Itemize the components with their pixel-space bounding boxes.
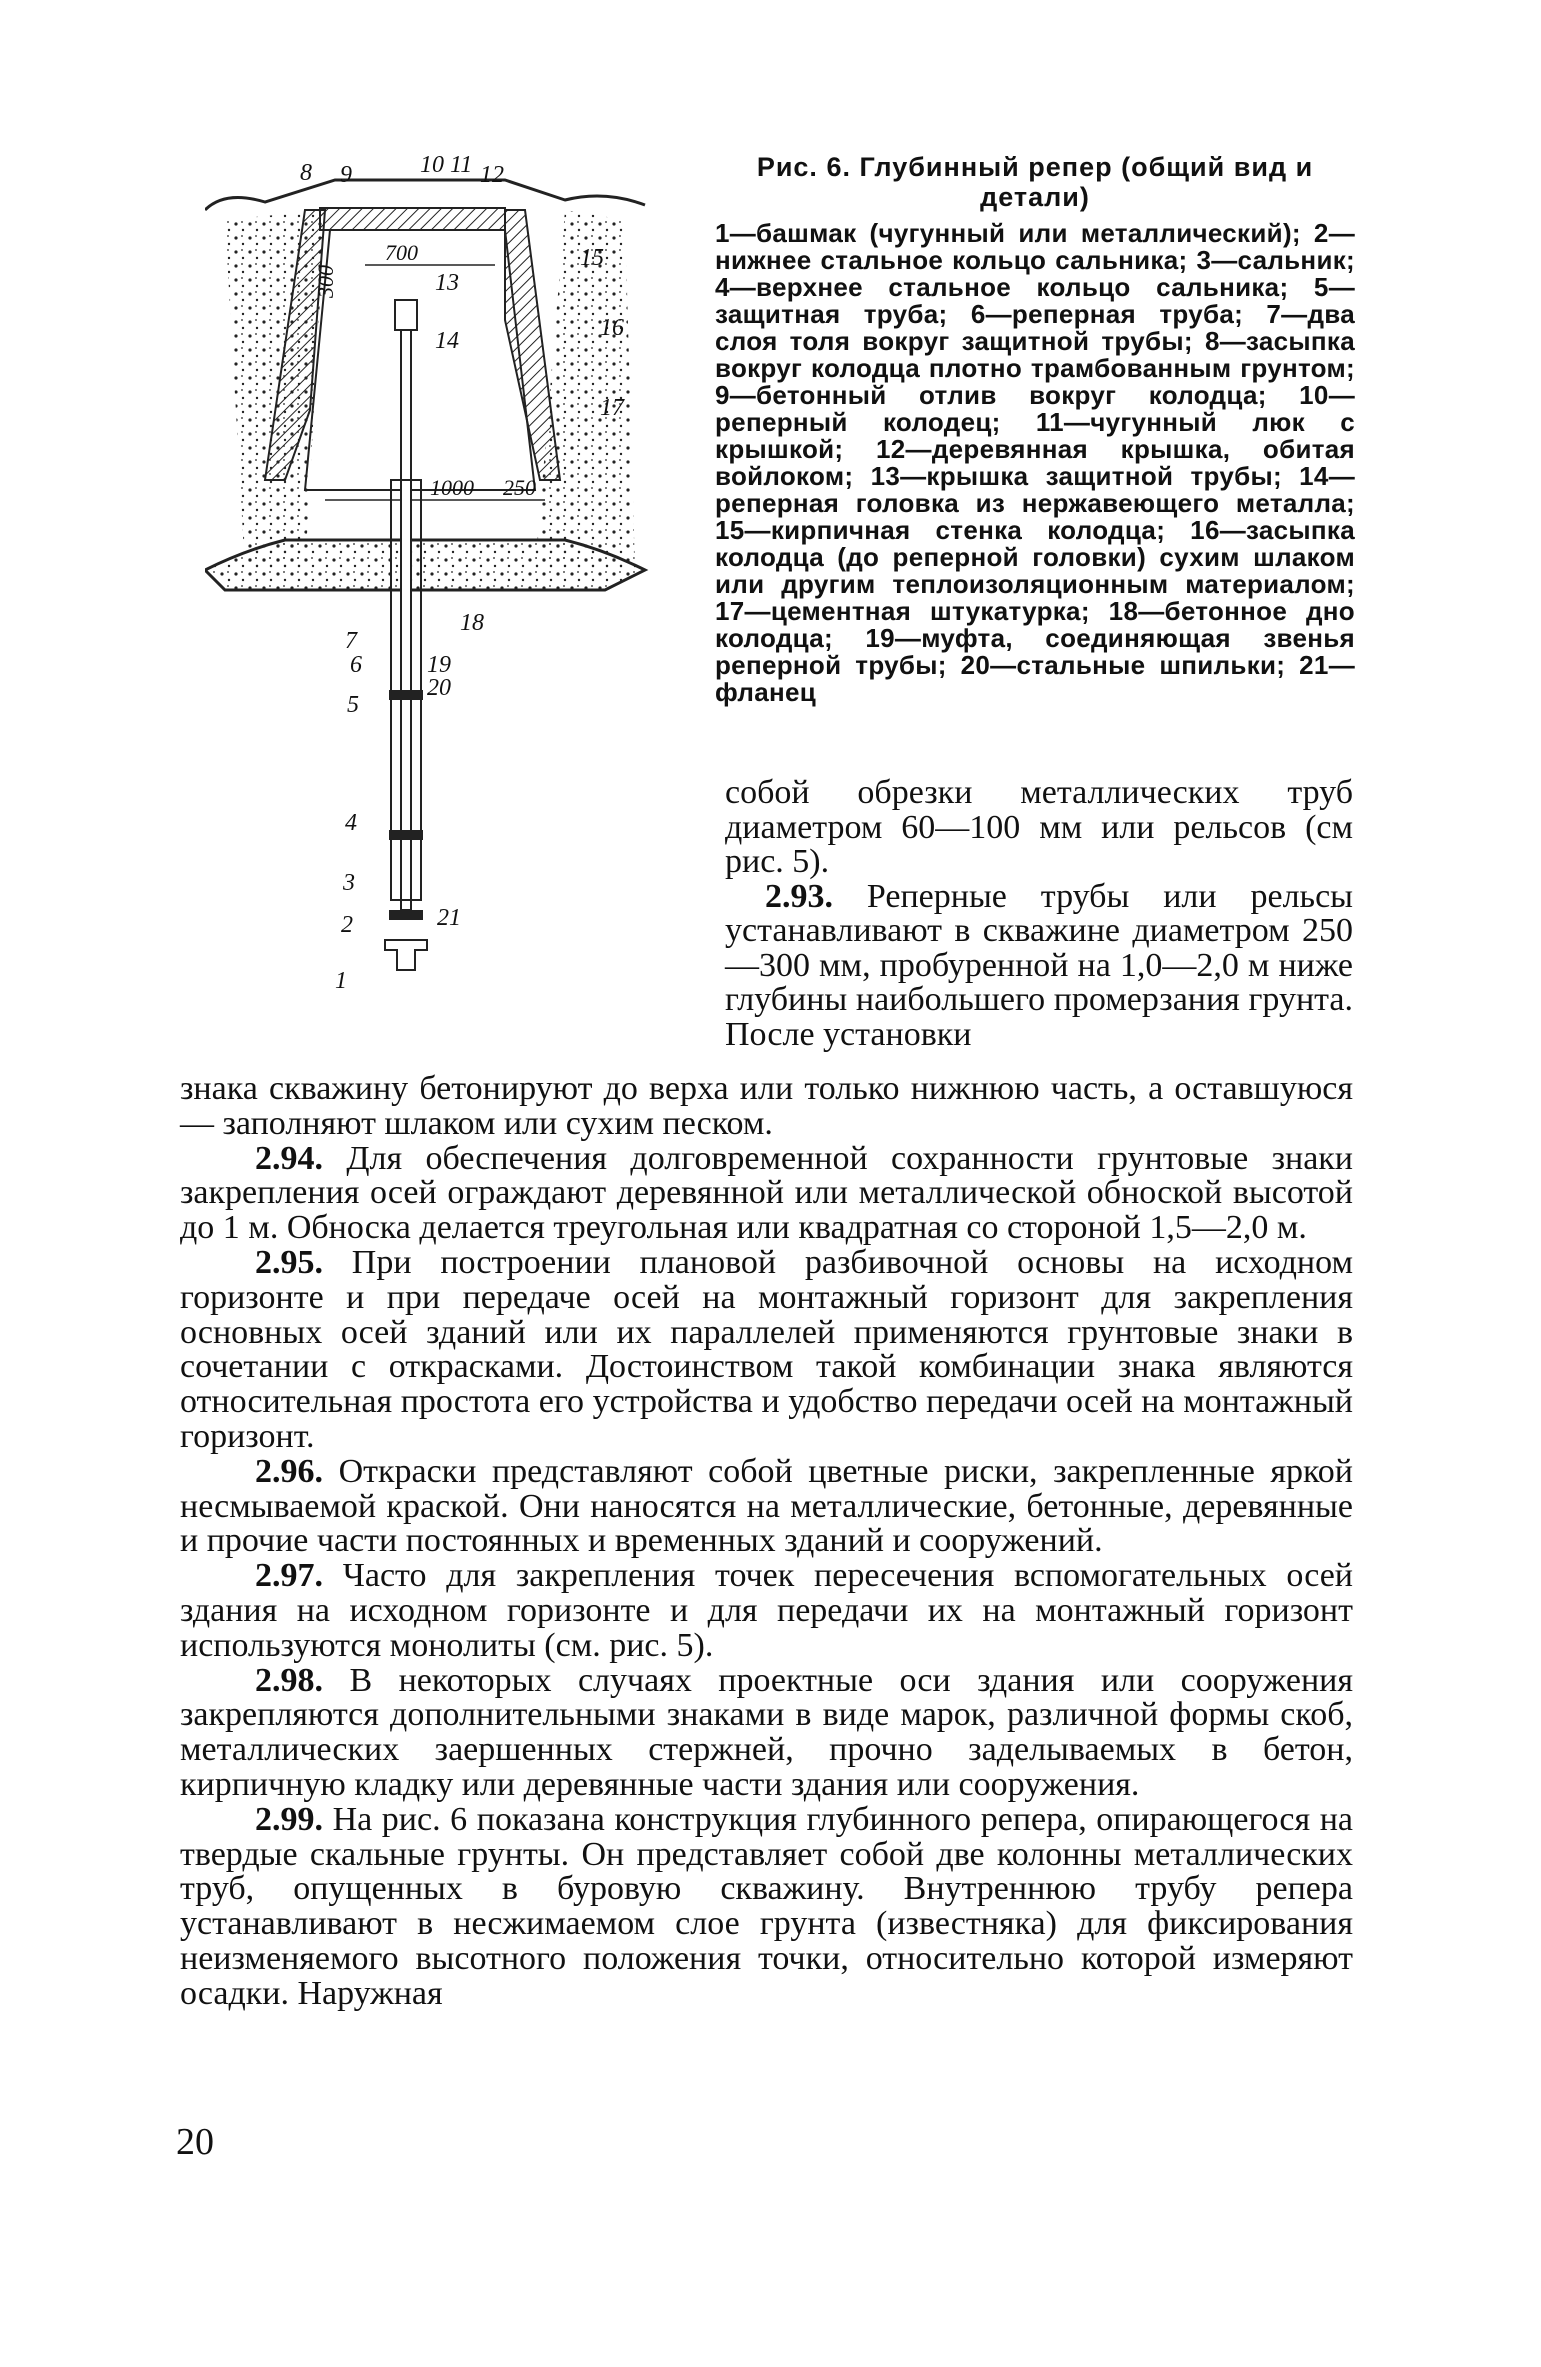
benchmark-foot [385,940,427,970]
callout-12: 12 [480,162,504,188]
paragraph-continuation: собой обрезки металлических труб диаметром 60—100 мм или рельсов (см рис. 5). [725,774,1353,880]
callout-13: 13 [435,270,459,296]
callout-9: 9 [340,162,352,188]
body-text [180,1072,1353,2012]
benchmark-figure [205,150,665,1030]
paragraph-2-99: 2.99. На рис. 6 показана конструкция глубинного репера, опирающегося на твердые скальные грунты. Он представляет собой две колонны металлических труб, опущенных в буровую скважину. Внутреннюю трубу репера устанавливают в несжимаемом слое грунта (известняка) для фиксирования неизменяемого высотного положения точки, относительно которой измеряют осадки. Наружная [180,1800,1353,2012]
callout-19: 19 [427,652,451,678]
figure-legend: 1—башмак (чугунный или металлический); 2—нижнее стальное кольцо сальника; 3—сальник; 4—верхнее стальное кольцо сальника; 5—защитная труба; 6—реперная труба; 7—два слоя толя вокруг защитной трубы; 8—засыпка вокруг колодца плотно трамбованным грунтом; 9—бетонный отлив вокруг колодца; 10—реперный колодец; 11—чугунный люк с крышкой; 12—деревянная крышка, обитая войлоком; 13—крышка защитной трубы; 14—реперная головка из нержавеющего металла; 15—кирпичная стенка колодца; 16—засыпка колодца (до реперной головки) сухим шлаком или другим теплоизоляционным материалом; 17—цементная штукатурка; 18—бетонное дно колодца; 19—муфта, соединяющая звенья реперной трубы; 20—стальные шпильки; 21—фланец [715,218,1355,707]
well-wall-right [505,210,560,480]
callout-16: 16 [600,315,624,341]
paragraph-2-93-cont: знака скважину бетонируют до верха или только нижнюю часть, а оставшуюся — заполняют шлаком или сухим песком. [180,1070,1353,1142]
callout-20: 20 [427,675,451,701]
callout-21: 21 [437,905,461,931]
callout-2: 2 [341,912,353,938]
paragraph-2-95: 2.95. При построении плановой разбивочной основы на исходном горизонте и при передаче осей на монтажный горизонт для закрепления основных осей зданий или их параллелей применяются грунтовые знаки в сочетании с открасками. Достоинством такой комбинации знака являются относительная простота его устройства и удобство передачи осей на монтажный горизонт. [180,1243,1353,1455]
paragraph-2-96: 2.96. Открaски представляют собой цветные риски, закрепленные яркой несмываемой краской. Они наносятся на металлические, бетонные, деревянные и прочие части постоянных и временных зданий и сооружений. [180,1452,1353,1560]
manhole-cover [320,208,505,230]
dim-1000: 1000 [430,475,474,500]
paragraph-2-93: 2.93. Реперные трубы или рельсы устанавливают в скважине диаметром 250—300 мм, пробуренной на 1,0—2,0 м ниже глубины наибольшего промерзания грунта. После установки [725,877,1353,1053]
wrapped-text-column [725,776,1353,1052]
reference-pipe [401,330,411,910]
dim-300: 300 [313,265,338,298]
callout-11: 11 [450,152,473,178]
dim-700: 700 [385,240,418,265]
callout-8: 8 [300,160,312,186]
para-number: 2.93. [765,877,833,915]
callout-3: 3 [343,870,355,896]
figure-title: Рис. 6. Глубинный репер (общий вид и детали) [756,152,1314,212]
callout-14: 14 [435,328,459,354]
callout-5: 5 [347,692,359,718]
callout-18: 18 [460,610,484,636]
ground-line [205,180,645,210]
dim-250: 250 [503,475,536,500]
callout-10: 10 [420,152,444,178]
callout-6: 6 [350,652,362,678]
callout-4: 4 [345,810,357,836]
page-number: 20 [176,2121,214,2163]
well-interior [305,230,535,490]
paragraph-2-98: 2.98. В некоторых случаях проектные оси здания или сооружения закрепляются дополнительными знаками в виде марок, различной формы скоб, металлических заершенных стержней, прочно заделываемых в бетон, кирпичную кладку или деревянные части здания или сооружения. [180,1661,1353,1803]
paragraph-2-94: 2.94. Для обеспечения долговременной сохранности грунтовые знаки закрепления осей ограждают деревянной или металлической обноской высотой до 1 м. Обноска делается треугольная или квадратная со стороной 1,5—2,0 м. [180,1139,1353,1247]
well-bottom [205,540,645,590]
callout-17: 17 [600,395,624,421]
callout-1: 1 [335,968,347,994]
callout-15: 15 [580,245,604,271]
paragraph-2-97: 2.97. Часто для закрепления точек пересечения вспомогательных осей здания на исходном горизонте и для передачи их на монтажный горизонт используются монолиты (см. рис. 5). [180,1557,1353,1664]
figure-caption [715,152,1355,706]
benchmark-head [395,300,417,330]
callout-7: 7 [345,628,357,654]
